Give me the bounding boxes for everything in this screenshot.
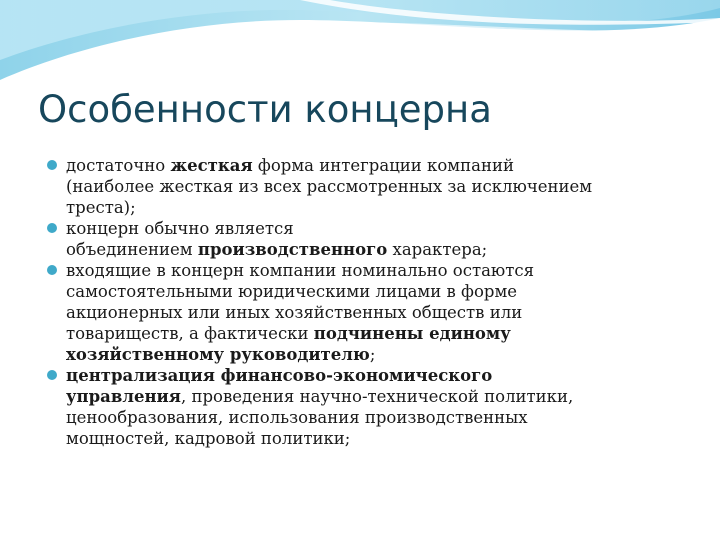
bullet-line [66,260,684,281]
text-segment: самостоятельными юридическими лицами в форме [66,282,518,301]
bold-text: подчинены единому [313,324,511,343]
bullet-line [66,239,684,260]
bullet-dot-icon [47,223,57,233]
bullet-line [66,323,684,344]
bullet-item [44,260,684,365]
bullet-item [44,218,684,260]
bullet-line [66,302,684,323]
bold-text: управления [66,387,181,406]
bullet-dot-icon [47,265,57,275]
bullet-line [66,428,684,449]
text-segment: треста); [66,198,136,217]
bullet-line [66,407,684,428]
text-segment: (наиболее жесткая из всех рассмотренных за исключением [66,177,593,196]
bullet-item [44,365,684,449]
bold-text: централизация финансово-экономического [66,366,493,385]
bullet-line [66,344,684,365]
text-segment: концерн обычно является [66,219,294,238]
bullet-line [66,197,684,218]
text-segment: объединением [66,240,198,259]
bullet-list [44,155,684,449]
bullet-line [66,281,684,302]
text-segment: мощностей, кадровой политики; [66,429,351,448]
text-segment: форма интеграции компаний [252,156,514,175]
text-segment: , проведения научно-технической политики, [180,387,574,406]
slide-title: Особенности концерна [38,88,492,131]
bold-text: хозяйственному руководителю [66,345,370,364]
text-segment: достаточно [66,156,171,175]
bullet-line [66,155,684,176]
bold-text: производственного [197,240,388,259]
text-segment: товариществ, а фактически [66,324,314,343]
bullet-item [44,155,684,218]
bullet-line [66,218,684,239]
bullet-line [66,176,684,197]
text-segment: входящие в концерн компании номинально остаются [66,261,535,280]
bold-text: жесткая [170,156,253,175]
bullet-line [66,386,684,407]
text-segment: характера; [387,240,488,259]
text-segment: ценообразования, использования производственных [66,408,528,427]
text-segment: акционерных или иных хозяйственных обществ или [66,303,523,322]
bullet-dot-icon [47,370,57,380]
text-segment: ; [369,345,376,364]
bullet-dot-icon [47,160,57,170]
bullet-line [66,365,684,386]
